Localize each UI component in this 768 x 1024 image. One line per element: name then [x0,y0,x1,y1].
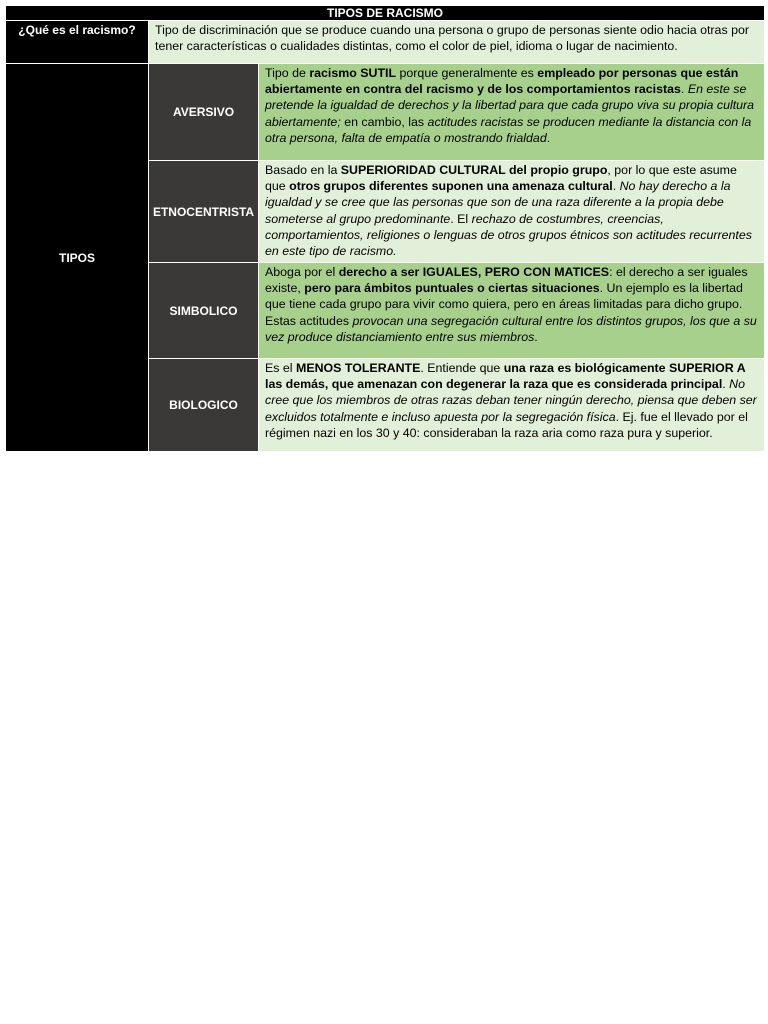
type-row-aversivo [6,64,765,161]
desc-segment: porque generalmente es [396,66,538,80]
desc-segment: . [546,130,551,145]
desc-segment: : el derecho a ser iguales existe, [265,265,748,296]
desc-segment: , por lo que este asume que [265,163,737,194]
desc-segment: derecho a ser IGUALES, PERO CON MATICES [338,265,610,279]
question-row [6,21,765,64]
table-title: TIPOS DE RACISMO [6,6,765,21]
desc-segment: . [722,377,730,392]
question-answer: Tipo de discriminación que se produce cuando una persona o grupo de personas siente odio hacia otras por tener características o cualidades distintas, como el color de piel, idioma o lugar de nacimiento. [149,21,765,64]
desc-segment: SUPERIORIDAD CULTURAL del propio grupo [340,163,608,177]
desc-segment: . [612,179,620,194]
desc-segment: No cree que los miembros de otras razas deban tener ningún derecho, piensa que deben ser excluidos totalmente e incluso apuesta por la segregación física [265,377,757,424]
desc-segment: pero para ámbitos puntuales o ciertas situaciones [304,281,600,296]
type-name-aversivo: AVERSIVO [149,64,259,161]
desc-segment: empleado por personas que están abiertamente en contra del racismo y de los comportamientos racistas [265,66,739,97]
desc-segment: una raza es biológicamente SUPERIOR A las demás, que amenazan con degenerar la raza que es considerada principal [265,361,746,392]
type-name-simbolico: SIMBOLICO [149,263,259,359]
desc-segment: Tipo de [265,66,310,80]
type-name-etnocentrista: ETNOCENTRISTA [149,161,259,263]
question-label: ¿Qué es el racismo? [6,21,149,64]
type-desc-simbolico [259,263,765,359]
desc-segment: provocan una segregación cultural entre los distintos grupos, los que a su vez produce distanciamiento entre sus miembros [265,313,757,344]
desc-segment: . El [450,211,472,226]
desc-segment: racismo SUTIL [309,66,397,80]
type-desc-aversivo [259,64,765,161]
desc-segment: en cambio, las [340,114,428,129]
racism-types-table [5,5,765,452]
tipos-label: TIPOS [6,64,149,452]
desc-segment: Es el [265,361,296,375]
desc-segment: No hay derecho a la igualdad y se cree que las personas que son de una raza diferente a la propia debe someterse al grupo predominante [265,179,731,226]
title-row [6,6,765,21]
desc-segment: . [534,329,538,344]
type-desc-etnocentrista [259,161,765,263]
desc-segment: MENOS TOLERANTE [296,361,421,375]
desc-segment: En este se pretende la igualdad de derechos y la libertad para que cada grupo viva su propia cultura abiertamente; [265,82,755,129]
desc-segment: Basado en la [265,163,341,177]
type-name-biologico: BIOLOGICO [149,359,259,452]
desc-segment: Aboga por el [265,265,339,279]
desc-segment: rechazo de costumbres, creencias, comportamientos, religiones o lenguas de otros grupos étnicos son actitudes recurrentes en este tipo de racismo. [265,211,752,259]
type-desc-biologico [259,359,765,452]
desc-segment: . Entiende que [420,361,504,375]
desc-segment: . [680,82,688,97]
desc-segment: . Ej. fue el llevado por el régimen nazi en los 30 y 40: consideraban la raza aria como raza pura y superior. [265,409,748,440]
desc-segment: actitudes racistas se producen mediante la distancia con la otra persona, falta de empatía o mostrando frialdad [265,114,752,145]
desc-segment: . Un ejemplo es la libertad que tiene cada grupo para vivir como quiera, pero en áreas limitadas para dicho grupo. Estas actitudes [265,281,743,328]
desc-segment: otros grupos diferentes suponen una amenaza cultural [289,179,613,194]
